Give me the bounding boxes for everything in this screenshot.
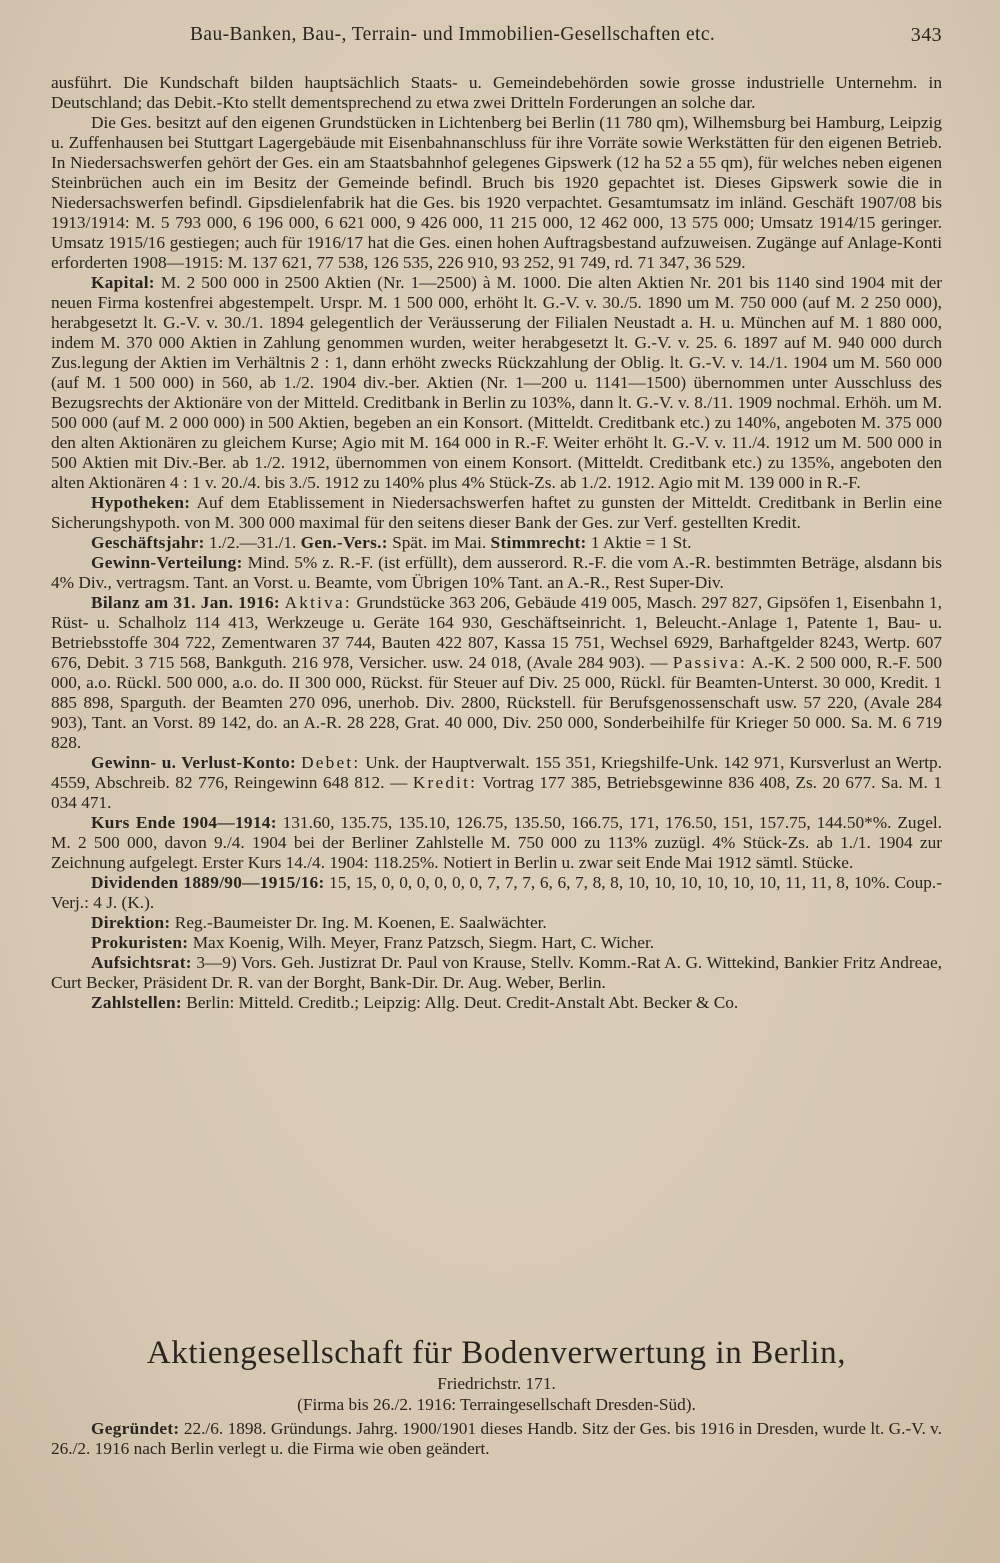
label-passiva: Passiva:	[672, 653, 748, 672]
label-dividenden: Dividenden 1889/90—1915/16:	[91, 873, 325, 892]
section-direktion	[51, 913, 942, 933]
company-address: Friedrichstr. 171.	[437, 1374, 556, 1393]
text-dividenden: 15, 15, 0, 0, 0, 0, 0, 0, 7, 7, 7, 6, 6, 7, 8, 8, 10, 10, 10, 10, 10, 10, 11, 11, 8, 10%. Coup.-Verj.: 4 J. (K.).	[51, 873, 942, 912]
company-entry	[51, 1333, 942, 1459]
section-geschaeftsjahr	[51, 533, 942, 553]
text-prokuristen: Max Koenig, Wilh. Meyer, Franz Patzsch, Siegm. Hart, C. Wicher.	[188, 933, 655, 952]
section-kapital	[51, 273, 942, 493]
page-number: 343	[910, 24, 942, 46]
company-title: Aktiengesellschaft für Bodenverwertung in Berlin,	[146, 1335, 847, 1371]
text-passiva: A.-K. 2 500 000, R.-F. 500 000, a.o. Rückl. 500 000, a.o. do. II 300 000, Rückst. für Steuer auf Div. 25 000, Rückl. für Beamten-Unterst. 30 000, Kredit. 1 885 898, Sparguth. der Beamten 270 096, unerhob. Div. 2800, Rückstell. für Berufsgenossenschaft usw. 57 220, (Avale 284 903), Tant. an Vorst. 89 142, do. an A.-R. 28 228, Grat. 40 000, Div. 250 000, Sonderbeihilfe für Krieger 50 000. Sa. M. 6 719 828.	[51, 653, 942, 752]
label-aufsichtsrat: Aufsichtsrat:	[91, 953, 192, 972]
text-kredit: Vortrag 177 385, Betriebsgewinne 836 408, Zs. 20 677. Sa. M. 1 034 471.	[51, 773, 942, 812]
text-kurs: 131.60, 135.75, 135.10, 126.75, 135.50, 166.75, 171, 176.50, 151, 157.75, 144.50*%. Zugel. M. 2 500 000, davon 9./4. 1904 bei der Berliner Zahlstelle M. 750 000 zu 113% zuzügl. 4% Stück-Zs. ab 1./1. 1904 zur Zeichnung aufgelegt. Erster Kurs 14./4. 1904: 118.25%. Notiert in Berlin u. zwar seit Ende Mai 1912 sämtl. Stücke.	[51, 813, 942, 872]
label-direktion: Direktion:	[91, 913, 171, 932]
text-geschaeftsjahr: 1./2.—31./1.	[204, 533, 301, 552]
page-header	[52, 24, 942, 50]
label-bilanz: Bilanz am 31. Jan. 1916:	[91, 593, 280, 612]
text-stimmrecht: 1 Aktie = 1 St.	[586, 533, 692, 552]
section-zahlstellen	[51, 993, 942, 1013]
text-zahlstellen: Berlin: Mitteld. Creditb.; Leipzig: Allg. Deut. Credit-Anstalt Abt. Becker & Co.	[181, 993, 739, 1012]
label-stimmrecht: Stimmrecht:	[490, 533, 587, 552]
label-geschaeftsjahr: Geschäftsjahr:	[91, 533, 205, 552]
label-kurs: Kurs Ende 1904—1914:	[91, 813, 277, 832]
label-hypotheken: Hypotheken:	[91, 493, 191, 512]
text-debet: Unk. der Hauptverwalt. 155 351, Kriegshilfe-Unk. 142 971, Kursverlust an Wertp. 4559, Abschreib. 82 776, Reingewinn 648 812. —	[51, 753, 942, 792]
section-kurs	[51, 813, 942, 873]
text-aktiva: Grundstücke 363 206, Gebäude 419 005, Masch. 297 827, Gipsöfen 1, Eisenbahn 1, Rüst- u. Schalholz 114 413, Werkzeuge u. Geräte 164 930, Geschäftseinricht. 1, Beleucht.-Anlage 1, Patente 1, Bau- u. Betriebsstoffe 304 722, Zementwaren 37 744, Bauten 422 807, Kassa 15 751, Wechsel 6929, Barhaftgelder 8243, Wertp. 607 676, Debit. 3 715 568, Bankguth. 216 978, Versicher. usw. 24 018, (Avale 284 903). —	[51, 593, 942, 672]
text-aufsichtsrat: 3—9) Vors. Geh. Justizrat Dr. Paul von Krause, Stellv. Komm.-Rat A. G. Wittekind, Bankier Fritz Andreae, Curt Becker, Präsident Dr. R. van der Borght, Bank-Dir. Dr. Aug. Weber, Berlin.	[51, 953, 942, 992]
label-kredit: Kredit:	[412, 773, 478, 792]
label-zahlstellen: Zahlstellen:	[91, 993, 182, 1012]
section-bilanz	[51, 593, 942, 753]
label-gewinn-verteilung: Gewinn-Verteilung:	[91, 553, 243, 572]
section-gegruendet	[51, 1419, 942, 1459]
text-gen-vers: Spät. im Mai.	[387, 533, 491, 552]
section-gewinn-verlust	[51, 753, 942, 813]
section-hypotheken	[51, 493, 942, 533]
label-debet: Debet:	[301, 753, 361, 772]
text-gewinn-verteilung: Mind. 5% z. R.-F. (ist erfüllt), dem ausserord. R.-F. die vom A.-R. bestimmten Beträge, alsdann bis 4% Div., vertragsm. Tant. an Vorst. u. Beamte, vom Übrigen 10% Tant. an A.-R., Rest Super-Div.	[51, 553, 942, 592]
text-direktion: Reg.-Baumeister Dr. Ing. M. Koenen, E. Saalwächter.	[170, 913, 547, 932]
section-dividenden	[51, 873, 942, 913]
section-aufsichtsrat	[51, 953, 942, 993]
paragraph-customers: ausführt. Die Kundschaft bilden hauptsächlich Staats- u. Gemeindebehörden sowie grosse industrielle Unternehm. in Deutschland; das Debit.-Kto stellt dementsprechend zu etwa zwei Dritteln Forderungen an solche dar.	[51, 73, 942, 112]
label-gegruendet: Gegründet:	[91, 1419, 180, 1438]
company-former-name: (Firma bis 26./2. 1916: Terraingesellschaft Dresden-Süd).	[297, 1395, 696, 1414]
label-kapital: Kapital:	[91, 273, 155, 292]
label-aktiva: Aktiva:	[284, 593, 352, 612]
label-gewinn-verlust: Gewinn- u. Verlust-Konto:	[91, 753, 297, 772]
text-hypotheken: Auf dem Etablissement in Niedersachswerfen haftet zu gunsten der Mitteldt. Creditbank in Berlin eine Sicherungshypoth. von M. 300 000 maximal für den seitens dieser Bank der Ges. zur Verf. gestellten Kredit.	[51, 493, 942, 532]
article-body	[51, 73, 942, 1013]
text-gegruendet: 22./6. 1898. Gründungs. Jahrg. 1900/1901 dieses Handb. Sitz der Ges. bis 1916 in Dresden, wurde lt. G.-V. v. 26./2. 1916 nach Berlin verlegt u. die Firma wie oben geändert.	[51, 1419, 942, 1458]
paragraph-properties: Die Ges. besitzt auf den eigenen Grundstücken in Lichtenberg bei Berlin (11 780 qm), Wilhemsburg bei Hamburg, Leipzig u. Zuffenhausen bei Stuttgart Lagergebäude mit Eisenbahnanschluss für ihre Vorräte sowie Werkstätten für den eigenen Betrieb. In Niedersachswerfen gehört der Ges. ein am Staatsbahnhof gelegenes Gipswerk (12 ha 52 a 55 qm), für welches neben eigenen Steinbrüchen auch ein im Besitz der Gemeinde befindl. Bruch bis 1920 gepachtet ist. Dieses Gipswerk sowie die in Niedersachswerfen befindl. Gipsdielenfabrik hat die Ges. bis 1920 verpachtet. Gesamtumsatz im inländ. Geschäft 1907/08 bis 1913/1914: M. 5 793 000, 6 196 000, 6 621 000, 9 426 000, 11 215 000, 12 462 000, 13 575 000; Umsatz 1914/15 geringer. Umsatz 1915/16 gestiegen; auch für 1916/17 hat die Ges. einen hohen Auftragsbestand aufzuweisen. Zugänge auf Anlage-Konti erforderten 1908—1915: M. 137 621, 77 538, 126 535, 226 910, 93 252, 91 749, rd. 71 347, 36 529.	[51, 113, 942, 272]
label-gen-vers: Gen.-Vers.:	[300, 533, 388, 552]
running-title: Bau-Banken, Bau-, Terrain- und Immobilien-Gesellschaften etc.	[190, 24, 716, 45]
section-prokuristen	[51, 933, 942, 953]
section-gewinn-verteilung	[51, 553, 942, 593]
text-kapital: M. 2 500 000 in 2500 Aktien (Nr. 1—2500) à M. 1000. Die alten Aktien Nr. 201 bis 1140 sind 1904 mit der neuen Firma kostenfrei abgestempelt. Urspr. M. 1 500 000, erhöht lt. G.-V. v. 30./5. 1890 um M. 750 000 (auf M. 2 250 000), herabgesetzt lt. G.-V. v. 30./1. 1894 gelegentlich der Veräusserung der Filialen Neustadt a. H. u. München auf M. 1 880 000, indem M. 370 000 Aktien in Zahlung genommen wurden, weiter herabgesetzt lt. G.-V. v. 25. 6. 1897 auf M. 940 000 durch Zus.legung der Aktien im Verhältnis 2 : 1, dann erhöht zwecks Rückzahlung der Oblig. lt. G.-V. v. 14./1. 1904 um M. 560 000 (auf M. 1 500 000) in 560, ab 1./2. 1904 div.-ber. Aktien (Nr. 1—200 u. 1141—1500) übernommen unter Ausschluss des Bezugsrechts der Aktionäre von der Mitteld. Creditbank in Berlin zu 103%, dann lt. G.-V. v. 8./11. 1909 nochmal. Erhöh. um M. 500 000 (auf M. 2 000 000) in 500 Aktien, begeben an ein Konsort. (Mitteldt. Creditbank etc.) zu 140%, angeboten M. 375 000 den alten Aktionären zu gleichem Kurse; Agio mit M. 164 000 in R.-F. Weiter erhöht lt. G.-V. v. 11./4. 1912 um M. 500 000 in 500 Aktien mit Div.-Ber. ab 1./2. 1912, übernommen von einem Konsort. (Mitteldt. Creditbank etc.) zu 135%, angeboten den alten Aktionären 4 : 1 v. 20./4. bis 3./5. 1912 zu 140% plus 4% Stück-Zs. ab 1./2. 1912. Agio mit M. 139 000 in R.-F.	[51, 273, 942, 492]
label-prokuristen: Prokuristen:	[91, 933, 189, 952]
